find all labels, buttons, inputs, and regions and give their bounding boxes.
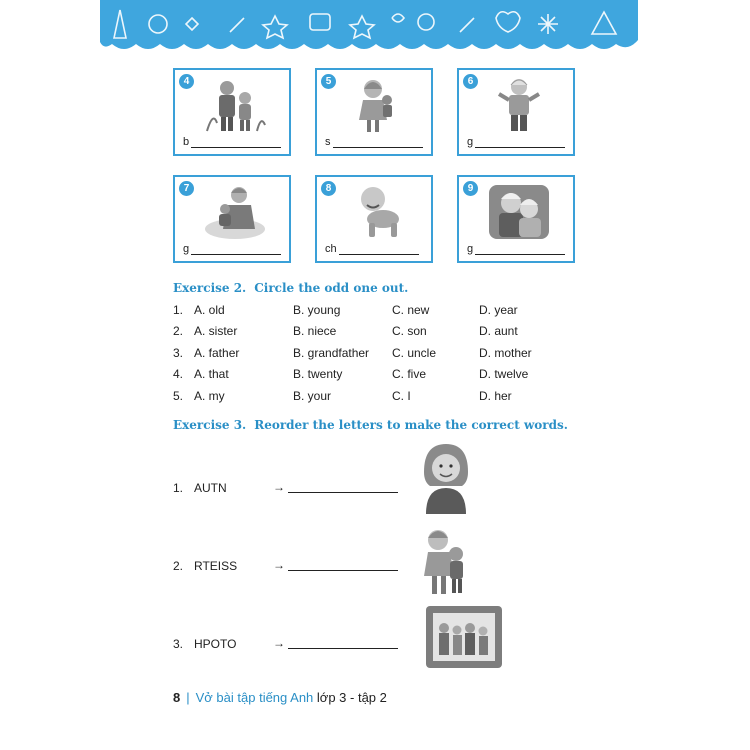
footer-separator: | (186, 690, 190, 705)
card-number: 5 (321, 74, 336, 89)
answer-blank[interactable] (183, 243, 281, 255)
option-c[interactable]: C. I (392, 389, 411, 403)
scrambled-word: RTEISS (194, 559, 238, 573)
card-number: 9 (463, 181, 478, 196)
option-c[interactable]: C. five (392, 367, 427, 381)
option-d[interactable]: D. twelve (479, 367, 529, 381)
exercise-instruction: Circle the odd one out. (254, 281, 409, 295)
option-d[interactable]: D. year (479, 303, 518, 317)
item-number: 1. (173, 481, 184, 495)
option-a[interactable]: A. that (194, 367, 229, 381)
picture-card-4 (173, 68, 291, 156)
grandfather-illustration (487, 76, 551, 134)
item-number: 2. (173, 559, 184, 573)
sister-illustration (345, 76, 409, 134)
question-number: 4. (173, 367, 184, 381)
exercise-label: Exercise 3. (173, 418, 247, 432)
family-photo-illustration (426, 606, 502, 668)
answer-line[interactable] (288, 570, 398, 571)
answer-blank[interactable] (325, 243, 419, 255)
question-number: 1. (173, 303, 184, 317)
answer-line (191, 244, 281, 255)
scrambled-word: HPOTO (194, 637, 237, 651)
option-b[interactable]: B. grandfather (293, 346, 370, 360)
exercise-2-title (173, 281, 408, 295)
first-letter: s (325, 136, 331, 148)
book-series-title: Vở bài tập tiếng Anh (195, 690, 314, 705)
exercise-label: Exercise 2. (173, 281, 247, 295)
aunt-illustration (418, 442, 473, 514)
card-number: 8 (321, 181, 336, 196)
question-number: 5. (173, 389, 184, 403)
answer-blank[interactable] (467, 243, 565, 255)
arrow-icon: → (273, 558, 285, 572)
first-letter: g (467, 136, 474, 148)
answer-line (333, 137, 423, 148)
grandmother-illustration (203, 183, 267, 241)
question-number: 2. (173, 324, 184, 338)
first-letter: b (183, 136, 190, 148)
grandparents-illustration (487, 183, 551, 241)
option-c[interactable]: C. uncle (392, 346, 437, 360)
answer-line[interactable] (288, 492, 398, 493)
answer-line (475, 137, 565, 148)
arrow-icon: → (273, 480, 285, 494)
option-a[interactable]: A. father (194, 346, 240, 360)
option-c[interactable]: C. son (392, 324, 427, 338)
option-b[interactable]: B. young (293, 303, 341, 317)
sister-hug-illustration (418, 526, 473, 598)
book-volume: lớp 3 - tập 2 (316, 690, 387, 705)
exercise-3-title (173, 418, 568, 432)
option-a[interactable]: A. my (194, 389, 225, 403)
option-b[interactable]: B. your (293, 389, 332, 403)
card-number: 6 (463, 74, 478, 89)
first-letter: g (183, 243, 190, 255)
answer-blank[interactable] (183, 136, 281, 148)
answer-line (475, 244, 565, 255)
card-number: 4 (179, 74, 194, 89)
item-number: 3. (173, 637, 184, 651)
picture-card-7 (173, 175, 291, 263)
picture-card-5 (315, 68, 433, 156)
brother-illustration (203, 76, 267, 134)
page-number: 8 (173, 690, 181, 705)
arrow-icon: → (273, 636, 285, 650)
answer-line[interactable] (288, 648, 398, 649)
option-a[interactable]: A. sister (194, 324, 238, 338)
page-footer (173, 690, 387, 705)
picture-card-8 (315, 175, 433, 263)
option-d[interactable]: D. her (479, 389, 512, 403)
first-letter: g (467, 243, 474, 255)
option-b[interactable]: B. twenty (293, 367, 343, 381)
header-banner (100, 0, 638, 60)
answer-line (191, 137, 281, 148)
option-b[interactable]: B. niece (293, 324, 337, 338)
option-d[interactable]: D. aunt (479, 324, 518, 338)
exercise-instruction: Reorder the letters to make the correct words. (254, 418, 568, 432)
question-number: 3. (173, 346, 184, 360)
baby-illustration (345, 183, 409, 241)
option-a[interactable]: A. old (194, 303, 225, 317)
first-letter: ch (325, 243, 337, 255)
option-d[interactable]: D. mother (479, 346, 532, 360)
card-number: 7 (179, 181, 194, 196)
scrambled-word: AUTN (194, 481, 227, 495)
answer-line (339, 244, 419, 255)
option-c[interactable]: C. new (392, 303, 430, 317)
answer-blank[interactable] (325, 136, 423, 148)
picture-card-9 (457, 175, 575, 263)
answer-blank[interactable] (467, 136, 565, 148)
picture-card-6 (457, 68, 575, 156)
